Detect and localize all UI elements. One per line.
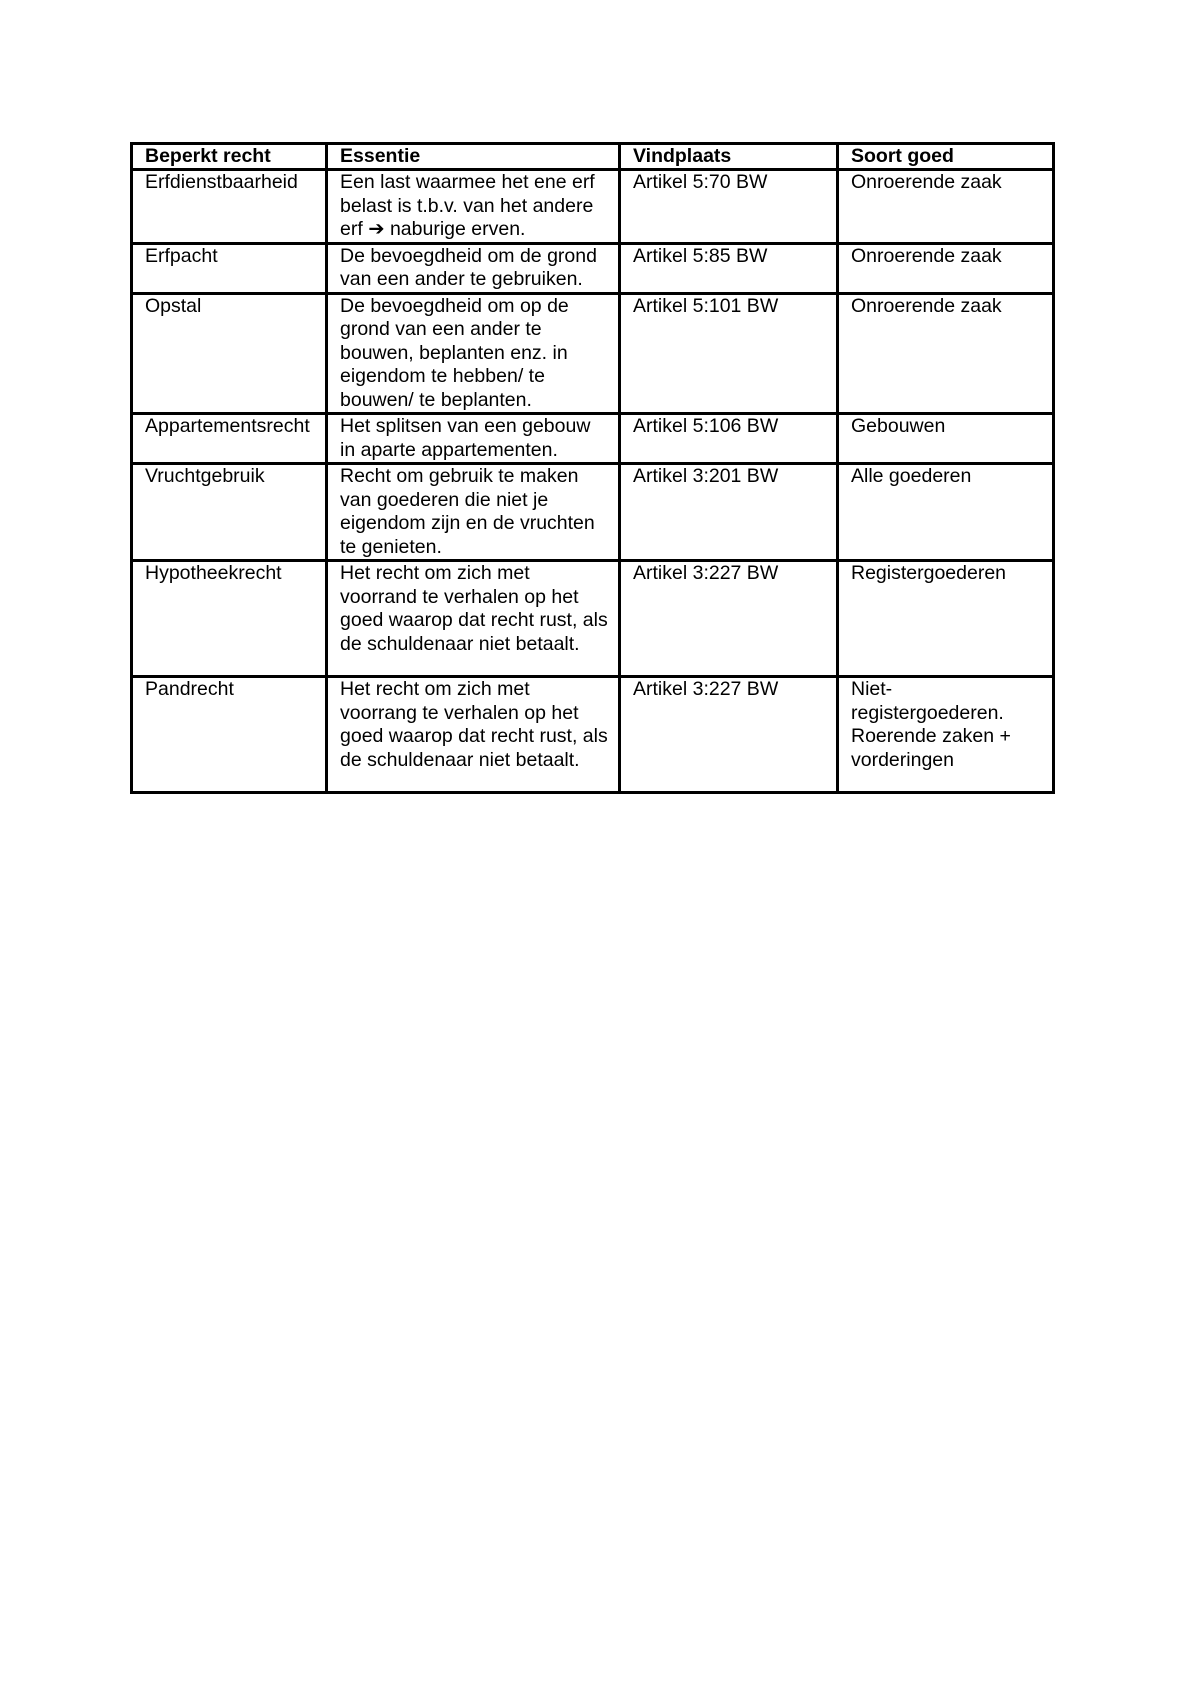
cell-beperkt-recht: Vruchtgebruik xyxy=(132,464,327,561)
beperkte-rechten-table xyxy=(130,142,1055,794)
column-header-essentie: Essentie xyxy=(327,144,620,170)
table-row xyxy=(132,414,1054,464)
cell-vindplaats: Artikel 3:227 BW xyxy=(620,677,838,793)
table-row xyxy=(132,243,1054,293)
table-row xyxy=(132,561,1054,677)
table-header-row xyxy=(132,144,1054,170)
cell-vindplaats: Artikel 3:227 BW xyxy=(620,561,838,677)
cell-beperkt-recht: Erfdienstbaarheid xyxy=(132,170,327,244)
cell-essentie: Het splitsen van een gebouw in aparte appartementen. xyxy=(327,414,620,464)
arrow-right-icon: ➔ xyxy=(368,218,385,240)
column-header-soort-goed: Soort goed xyxy=(838,144,1054,170)
cell-essentie: Recht om gebruik te maken van goederen die niet je eigendom zijn en de vruchten te genieten. xyxy=(327,464,620,561)
cell-beperkt-recht: Appartementsrecht xyxy=(132,414,327,464)
table-row xyxy=(132,464,1054,561)
table-row xyxy=(132,677,1054,793)
cell-vindplaats: Artikel 5:70 BW xyxy=(620,170,838,244)
column-header-beperkt-recht: Beperkt recht xyxy=(132,144,327,170)
cell-soort-goed: Onroerende zaak xyxy=(838,293,1054,414)
cell-soort-goed: Onroerende zaak xyxy=(838,170,1054,244)
cell-soort-goed: Registergoederen xyxy=(838,561,1054,677)
cell-vindplaats: Artikel 5:106 BW xyxy=(620,414,838,464)
cell-soort-goed: Gebouwen xyxy=(838,414,1054,464)
cell-beperkt-recht: Hypotheekrecht xyxy=(132,561,327,677)
cell-beperkt-recht: Pandrecht xyxy=(132,677,327,793)
cell-essentie: De bevoegdheid om op de grond van een ander te bouwen, beplanten enz. in eigendom te hebben/ te bouwen/ te beplanten. xyxy=(327,293,620,414)
cell-soort-goed: Alle goederen xyxy=(838,464,1054,561)
cell-essentie: Het recht om zich met voorrang te verhalen op het goed waarop dat recht rust, als de schuldenaar niet betaalt. xyxy=(327,677,620,793)
cell-vindplaats: Artikel 5:101 BW xyxy=(620,293,838,414)
cell-essentie: De bevoegdheid om de grond van een ander te gebruiken. xyxy=(327,243,620,293)
cell-beperkt-recht: Opstal xyxy=(132,293,327,414)
column-header-vindplaats: Vindplaats xyxy=(620,144,838,170)
cell-soort-goed: Niet-registergoederen. Roerende zaken + vorderingen xyxy=(838,677,1054,793)
cell-soort-goed: Onroerende zaak xyxy=(838,243,1054,293)
table-row xyxy=(132,170,1054,244)
table-row xyxy=(132,293,1054,414)
cell-essentie: Het recht om zich met voorrand te verhalen op het goed waarop dat recht rust, als de schuldenaar niet betaalt. xyxy=(327,561,620,677)
essentie-text: naburige erven. xyxy=(384,218,526,240)
cell-essentie xyxy=(327,170,620,244)
essentie-text: Een last waarmee het ene erf belast is t.b.v. van het andere erf xyxy=(340,171,595,240)
cell-beperkt-recht: Erfpacht xyxy=(132,243,327,293)
cell-vindplaats: Artikel 5:85 BW xyxy=(620,243,838,293)
cell-vindplaats: Artikel 3:201 BW xyxy=(620,464,838,561)
